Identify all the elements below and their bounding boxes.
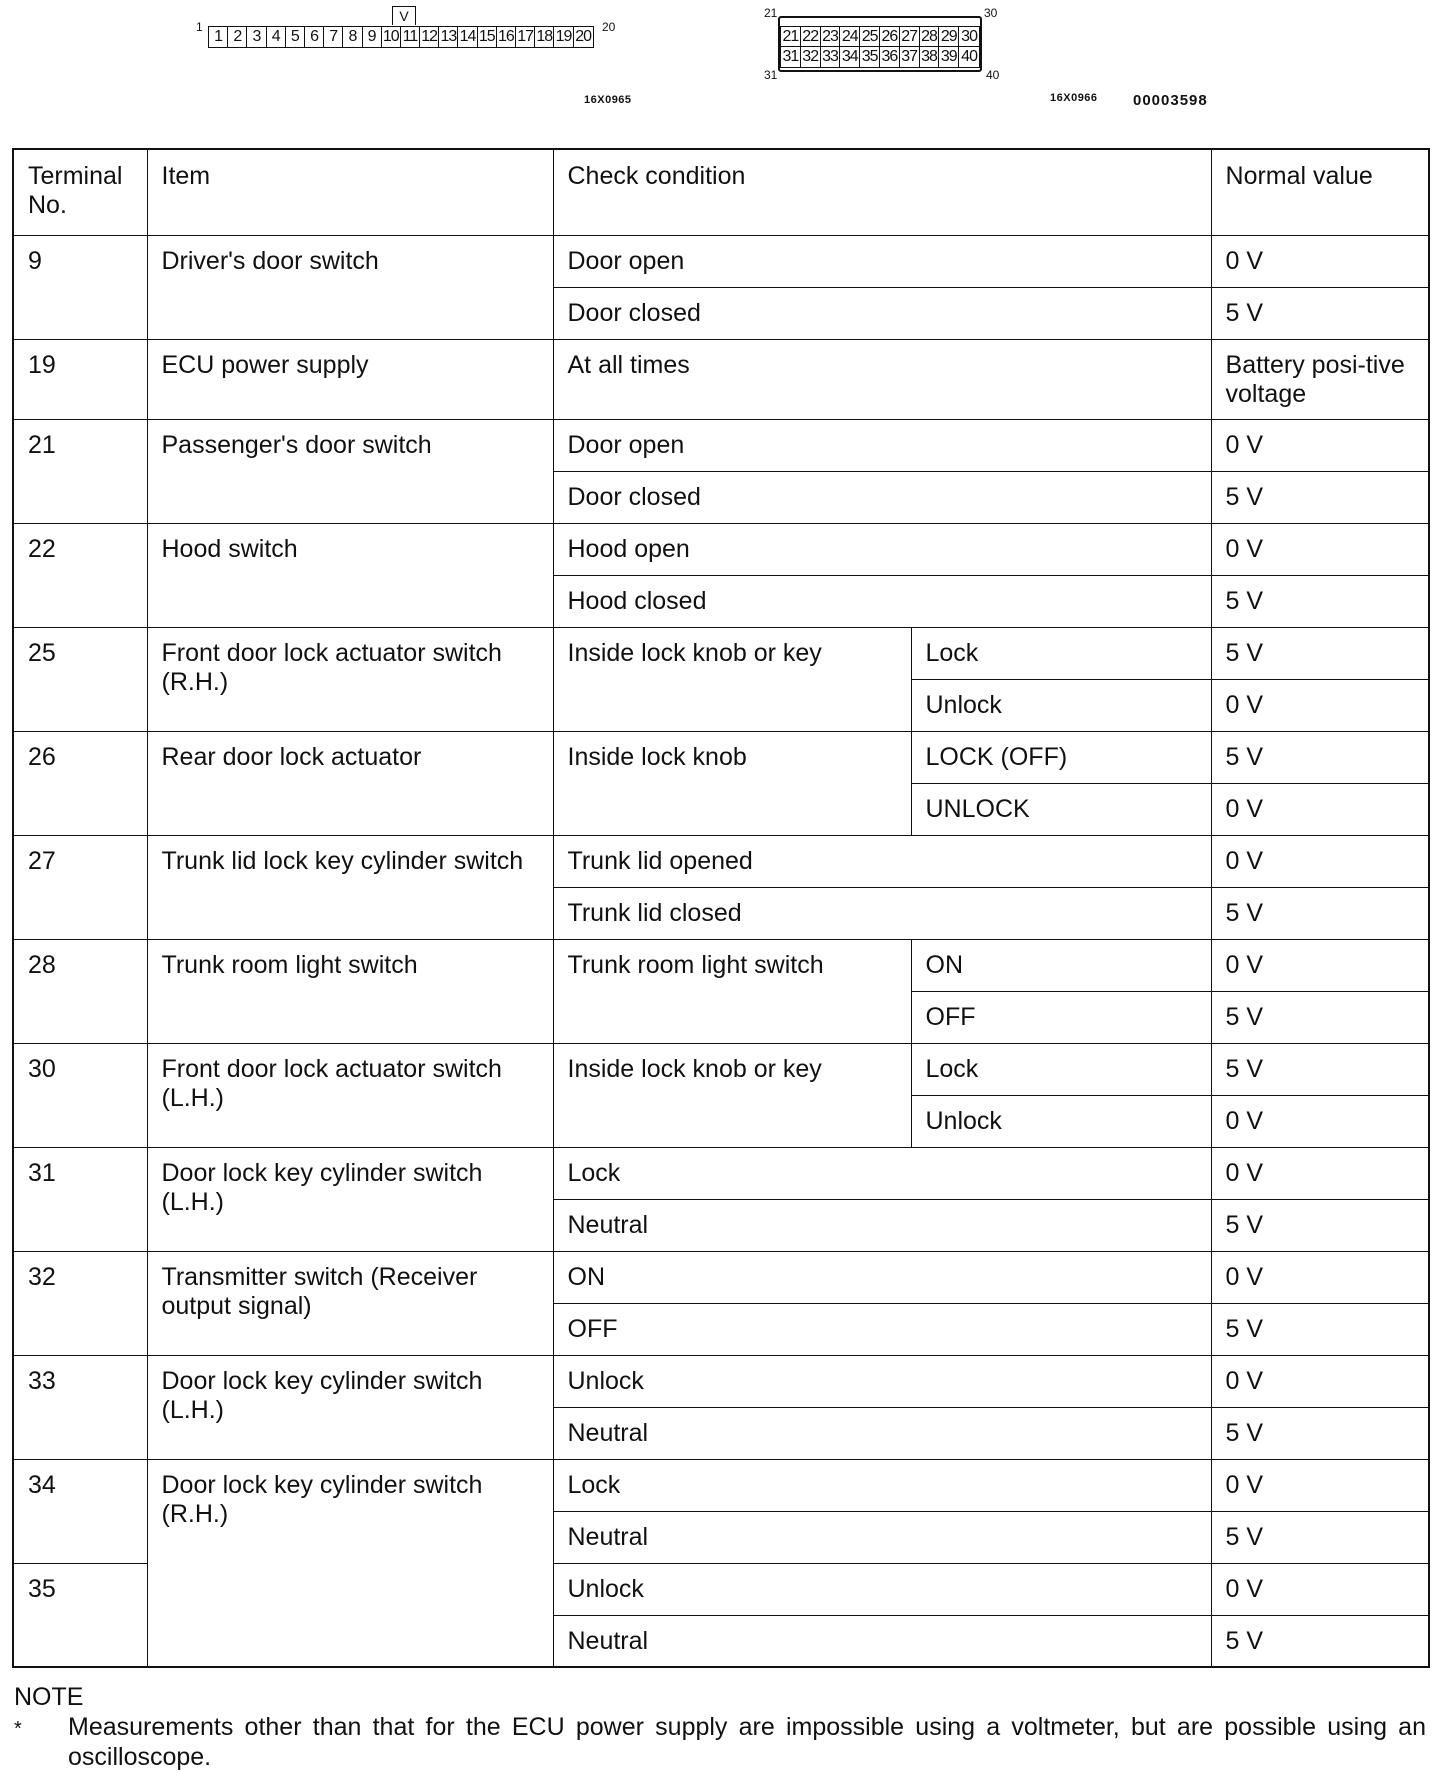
note-title: NOTE xyxy=(14,1683,84,1711)
item-cell: ECU power supply xyxy=(147,339,553,419)
terminal-check-table xyxy=(12,148,1430,1668)
table-header-row xyxy=(13,149,1429,235)
connector-end-label: 20 xyxy=(602,20,616,34)
sub-condition-cell: Lock xyxy=(911,1043,1211,1095)
value-cell: 0 V xyxy=(1211,235,1429,287)
terminal-cell: 22 xyxy=(13,523,147,627)
header-normal-value: Normal value xyxy=(1211,149,1429,235)
sub-condition-cell: Unlock xyxy=(911,679,1211,731)
connector-pin: 2 xyxy=(228,27,247,47)
table-row xyxy=(13,731,1429,783)
terminal-cell: 27 xyxy=(13,835,147,939)
table-row xyxy=(13,939,1429,991)
table-row xyxy=(13,1043,1429,1095)
connector-pin: 31 xyxy=(781,47,801,67)
item-cell: Door lock key cylinder switch (L.H.) xyxy=(147,1147,553,1251)
connector-pin: 6 xyxy=(305,27,324,47)
value-cell: 0 V xyxy=(1211,835,1429,887)
note-section xyxy=(14,1682,1426,1772)
value-cell: 0 V xyxy=(1211,1147,1429,1199)
connector-pin: 16 xyxy=(497,27,516,47)
value-cell: 0 V xyxy=(1211,523,1429,575)
connector-pin: 7 xyxy=(324,27,343,47)
condition-cell: Door open xyxy=(553,235,1211,287)
terminal-cell: 35 xyxy=(13,1563,147,1667)
connector-pin: 34 xyxy=(840,47,860,67)
connector-pin: 37 xyxy=(900,47,920,67)
connector-pin: 30 xyxy=(961,28,977,45)
condition-cell: Door closed xyxy=(553,287,1211,339)
connector-pin: 15 xyxy=(478,27,497,47)
value-cell: 5 V xyxy=(1211,1043,1429,1095)
terminal-cell: 28 xyxy=(13,939,147,1043)
condition-cell: Inside lock knob xyxy=(553,731,911,835)
connector-pin: 29 xyxy=(939,27,959,47)
sub-condition-cell: ON xyxy=(911,939,1211,991)
terminal-cell: 34 xyxy=(13,1459,147,1563)
note-text: Measurements other than that for the ECU power supply are impossible using a voltmeter, but are possible using an oscilloscope. xyxy=(68,1713,1426,1771)
connector-pin: 32 xyxy=(801,47,821,67)
connector-diagram-40-pin xyxy=(764,6,1004,80)
terminal-cell: 32 xyxy=(13,1251,147,1355)
value-cell: 5 V xyxy=(1211,731,1429,783)
value-cell: 5 V xyxy=(1211,575,1429,627)
terminal-cell: 25 xyxy=(13,627,147,731)
connector-label-21: 21 xyxy=(764,6,778,20)
connector-pin: 20 xyxy=(575,28,592,45)
connector-code-right: 16X0966 xyxy=(1050,92,1098,104)
value-cell: 5 V xyxy=(1211,471,1429,523)
connector-pin: 19 xyxy=(554,27,573,47)
condition-cell: Inside lock knob or key xyxy=(553,1043,911,1147)
condition-cell: OFF xyxy=(553,1303,1211,1355)
condition-cell: Unlock xyxy=(553,1563,1211,1615)
value-cell: 0 V xyxy=(1211,1459,1429,1511)
table-row xyxy=(13,419,1429,471)
connector-pin: 4 xyxy=(267,27,286,47)
item-cell: Passenger's door switch xyxy=(147,419,553,523)
connector-label-31: 31 xyxy=(764,68,778,82)
connector-pin: 3 xyxy=(247,27,266,47)
connector-pin: 10 xyxy=(382,27,401,47)
value-cell: 0 V xyxy=(1211,1355,1429,1407)
connector-pin: 27 xyxy=(900,27,920,47)
condition-cell: Lock xyxy=(553,1147,1211,1199)
sub-condition-cell: Unlock xyxy=(911,1095,1211,1147)
item-cell: Door lock key cylinder switch (L.H.) xyxy=(147,1355,553,1459)
condition-cell: At all times xyxy=(553,339,1211,419)
item-cell: Trunk room light switch xyxy=(147,939,553,1043)
value-cell: 5 V xyxy=(1211,1199,1429,1251)
value-cell: 5 V xyxy=(1211,627,1429,679)
terminal-cell: 26 xyxy=(13,731,147,835)
table-row xyxy=(13,1251,1429,1303)
condition-cell: Door closed xyxy=(553,471,1211,523)
document-number: 00003598 xyxy=(1133,92,1208,109)
connector-pin: 18 xyxy=(535,27,554,47)
table-row xyxy=(13,235,1429,287)
sub-condition-cell: LOCK (OFF) xyxy=(911,731,1211,783)
connector-start-label: 1 xyxy=(196,20,203,34)
item-cell: Hood switch xyxy=(147,523,553,627)
connector-pin: 33 xyxy=(821,47,841,67)
value-cell: 5 V xyxy=(1211,887,1429,939)
terminal-cell: 31 xyxy=(13,1147,147,1251)
connector-pin: 11 xyxy=(401,27,420,47)
item-cell: Door lock key cylinder switch (R.H.) xyxy=(147,1459,553,1667)
connector-label-40: 40 xyxy=(986,68,1000,82)
connector-pin: 40 xyxy=(961,48,977,65)
value-cell: 0 V xyxy=(1211,679,1429,731)
condition-cell: Neutral xyxy=(553,1615,1211,1667)
value-cell: 5 V xyxy=(1211,1511,1429,1563)
item-cell: Transmitter switch (Receiver output signal) xyxy=(147,1251,553,1355)
value-cell: 5 V xyxy=(1211,1615,1429,1667)
terminal-cell: 21 xyxy=(13,419,147,523)
value-cell: Battery posi-tive voltage xyxy=(1211,339,1429,419)
note-bullet: * xyxy=(14,1718,22,1740)
item-cell: Driver's door switch xyxy=(147,235,553,339)
header-terminal: Terminal No. xyxy=(13,149,147,235)
table-row xyxy=(13,627,1429,679)
connector-pin: 26 xyxy=(880,27,900,47)
condition-cell: Hood closed xyxy=(553,575,1211,627)
connector-pin: 21 xyxy=(781,27,801,47)
connector-pin-row xyxy=(208,26,594,48)
connector-pin: 39 xyxy=(939,47,959,67)
connector-pin: 22 xyxy=(801,27,821,47)
condition-cell: Neutral xyxy=(553,1511,1211,1563)
connector-pin: 12 xyxy=(420,27,439,47)
value-cell: 0 V xyxy=(1211,1095,1429,1147)
terminal-cell: 30 xyxy=(13,1043,147,1147)
connector-key-mark: V xyxy=(392,6,416,25)
header-item: Item xyxy=(147,149,553,235)
connector-pin: 1 xyxy=(209,27,228,47)
item-cell: Trunk lid lock key cylinder switch xyxy=(147,835,553,939)
condition-cell: Trunk room light switch xyxy=(553,939,911,1043)
condition-cell: Hood open xyxy=(553,523,1211,575)
table-row xyxy=(13,523,1429,575)
connector-pin: 14 xyxy=(458,27,477,47)
connector-pin: 28 xyxy=(920,27,940,47)
condition-cell: Neutral xyxy=(553,1199,1211,1251)
condition-cell: Inside lock knob or key xyxy=(553,627,911,731)
table-row xyxy=(13,1355,1429,1407)
condition-cell: Lock xyxy=(553,1459,1211,1511)
sub-condition-cell: Lock xyxy=(911,627,1211,679)
connector-pin: 36 xyxy=(880,47,900,67)
condition-cell: ON xyxy=(553,1251,1211,1303)
connector-pin-row-lower xyxy=(780,46,980,68)
value-cell: 5 V xyxy=(1211,991,1429,1043)
connector-pin: 9 xyxy=(363,27,382,47)
connector-label-30: 30 xyxy=(984,6,998,20)
connector-pin: 25 xyxy=(860,27,880,47)
table-row xyxy=(13,1147,1429,1199)
connector-pin: 8 xyxy=(343,27,362,47)
condition-cell: Unlock xyxy=(553,1355,1211,1407)
condition-cell: Door open xyxy=(553,419,1211,471)
value-cell: 5 V xyxy=(1211,1407,1429,1459)
connector-pin: 5 xyxy=(286,27,305,47)
value-cell: 5 V xyxy=(1211,287,1429,339)
table-row xyxy=(13,339,1429,419)
table-row xyxy=(13,835,1429,887)
value-cell: 0 V xyxy=(1211,419,1429,471)
connector-pin: 13 xyxy=(439,27,458,47)
connector-diagram-20-pin xyxy=(196,6,616,52)
value-cell: 0 V xyxy=(1211,783,1429,835)
value-cell: 0 V xyxy=(1211,1251,1429,1303)
terminal-cell: 9 xyxy=(13,235,147,339)
connector-pin: 24 xyxy=(840,27,860,47)
table-row xyxy=(13,1459,1429,1511)
connector-pin: 23 xyxy=(821,27,841,47)
connector-pin: 35 xyxy=(860,47,880,67)
header-check-condition: Check condition xyxy=(553,149,1211,235)
item-cell: Front door lock actuator switch (L.H.) xyxy=(147,1043,553,1147)
item-cell: Front door lock actuator switch (R.H.) xyxy=(147,627,553,731)
connector-pin: 38 xyxy=(920,47,940,67)
condition-cell: Trunk lid opened xyxy=(553,835,1211,887)
condition-cell: Trunk lid closed xyxy=(553,887,1211,939)
condition-cell: Neutral xyxy=(553,1407,1211,1459)
value-cell: 0 V xyxy=(1211,939,1429,991)
item-cell: Rear door lock actuator xyxy=(147,731,553,835)
terminal-cell: 33 xyxy=(13,1355,147,1459)
value-cell: 5 V xyxy=(1211,1303,1429,1355)
sub-condition-cell: OFF xyxy=(911,991,1211,1043)
value-cell: 0 V xyxy=(1211,1563,1429,1615)
connector-pin-row-upper xyxy=(780,26,980,48)
sub-condition-cell: UNLOCK xyxy=(911,783,1211,835)
terminal-cell: 19 xyxy=(13,339,147,419)
connector-pin: 17 xyxy=(516,27,535,47)
connector-code-left: 16X0965 xyxy=(584,94,632,106)
